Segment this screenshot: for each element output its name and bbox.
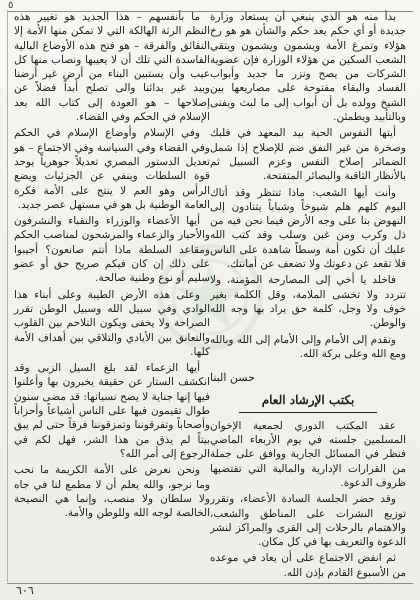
paragraph: وعلى هذه الأرض الطيبة وعلى أبناء هذا الوادي وفي سبيل الله وسبيل الوطن تقرر الصراحة ولا يخفى ويكون التلاحم بين القلوب والتعانق بين الأيادي والتلاقي بين أهداف الأمة كلها. [14,288,210,358]
left-column [210,10,412,582]
paragraph: ثم انفض الاجتماع على أن يعاد في موعده من الأسبوع القادم بإذن الله. [210,552,406,579]
paragraph: وتقدم إلى الأمام وإلى الأمام إلى الله وبالله ومع الله وعلى بركة الله. [210,333,406,360]
bottom-rule [7,583,413,584]
paragraph: وقد حضر الجلسة السادة الأعضاء، وتقرر توزيع النشرات على المناطق والشعب، والاهتمام بالرحلات إلى القرى والمراكز لنشر الدعوة والتعريف بها في كل مكان. [210,493,406,549]
paragraph: أيها الزعماء لقد بلغ السيل الزبى وقد انكشف الستار عن حقيقة يخبرون بها وأعلنوا فيها إنها جناية لا يصح نسيانها: قد مضى سنون طوال تقيمون فيها على الناس أشياعاً وأحزاباً وأصحاباً وتفرقوننا وتمزقوننا فرقاً حتى لم يبق بيتاً لم يذق من هذا الشر، فهل لكم في الرجوع إلى أمر الله؟ [14,362,210,460]
section-body [210,419,406,580]
paragraph: بدأ منه هو الذي ينبغي أن يستعاد وزارة جديدة أو أي حكم يعد حكم والشأن هو هو رخ هؤلاء وتمرغ الأمة ويشمون ويشمون ويتقي الشعب السكين من هؤلاء الوزارة فإن عضوية الشركات من يصح ونزر ما جديد وأبواب الفساد والبقاء مفتوحة على مصاريعها بين الشيخ وولده بل أن أبواب إلى ما لبث ويفنى وبالتأبيد ويطمئن. [210,11,406,124]
footer-page-number: ٦٠٦ [16,584,34,597]
paragraph: وأنت أيها الشعب: ماذا تنتظر وقد أتاك اليوم كلهم هلم شيوخاً وشباباً يتنادون إلى النهوض بنا على وجه الأرض فيما نحن فيه من ذل وكرب ومن غبن وسلب وقد كتب الله عليك أن تكون أمة وسطاً شاهدة على الناس فلا تقعد عن دعوتك ولا تضعف عن أمانتك. [210,186,406,271]
left-column-body [210,10,406,361]
paragraph: ونحن نعرض على الأمة الكريمة ما نحب وما نرجو، والله يعلم أن لا مطمع لنا في جاه ولا سلطان ولا منصب، وإنما هي النصيحة الخالصة لوجه الله وللوطن والأمة. [14,464,210,520]
paragraph: وفي الإسلام وأوضاع الإسلام في الحكم وفي القضاء وفي السياسة وفي الاجتماع – هو تعديل الدستور المصري تعديلاً جوهرياً يوحد قوة السلطات وينفي عن الجزئيات ويضع الرأس وهو العم لا ينتج على الأمة فكرة العامة الوطنية بل هو في مستهل عصر جديد. [14,127,210,211]
paragraph: فاخلد يا أخي إلى المصارحة المؤمنة، ولا تتردد ولا تخشى الملامة، وقل الكلمة بغير خوف ولا وجل، كلمة حق يراد بها وجه الله والوطن. [210,274,406,330]
paragraph: أيتها النفوس الحية بيد المعهد في قلبك وصخرة من غير النفق ضم للإصلاح إذا شمل الضمائر إصلاح النفس وعزم السبيل ثم بالأنظار الثاقبة والبصائر المتفتحة. [210,127,406,183]
author-signature: حسن البنا [210,371,255,385]
top-page-number: ٥ [8,0,14,11]
section-title: بكتب الإرشاد العام [261,393,355,408]
paragraph: عقد المكتب الدوري لجمعية الإخوان المسلمين جلسته في يوم الأربعاء الماضي فنظر في المسائل الجارية ووافق على جملة من القرارات الإدارية والمالية التي تقتضيها ظروف الدعوة. [210,419,406,489]
section-underline [239,412,376,413]
two-column-text [7,10,413,582]
right-column [7,10,210,582]
paragraph: أيها الأعضاء والوزراء والنقباء والنشرفون والأحبار والزعماء والمرشحون لمناصب الحكم ومقاعد السلطة ماذا أنتم صانعون؟ أجيبوا على ذلك إن كان فيكم صريح حق أو عضو سليم أو نوع وطنية صالحة. [14,215,210,285]
paragraph: ما بأنفسهم – هذا الجديد هو تغيير هذه النظم الرثة الهالكة التي لا تمكن منها الأمة إلا النقائق والفرقة – هو فتح هذه الأوضاع البالية الفاسدة التي تلك أن لا يعيبها ونصاب منها كل عيب وأن يستبين البناء من أرض غير أرضنا وبيد غير بدائنا والى تصلح أبداً فضلاً عن إصلاحها – هو العودة إلى كتاب الله بعد الإسلام في الحكم وفي القضاء. [14,11,210,124]
